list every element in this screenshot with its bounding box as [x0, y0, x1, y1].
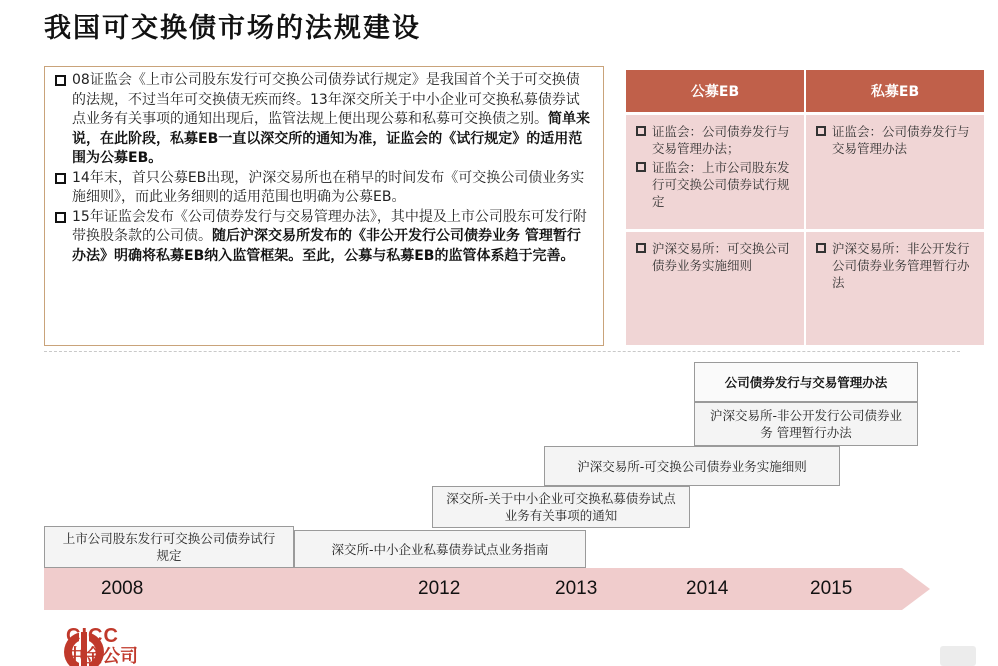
step-2012: 深交所-中小企业私募债券试点业务指南 [294, 530, 586, 568]
logo-cn: 中金公司 [66, 646, 138, 666]
table-header [626, 70, 984, 112]
paragraph-2-text: 14年末，首只公募EB出现，沪深交易所也在稍早的时间发布《可交换公司债业务实施细则》，而此业务细则的适用范围也明确为公募EB。 [72, 169, 585, 205]
checkbox-icon [816, 126, 826, 136]
year-label: 2015 [810, 578, 853, 599]
list-item: 沪深交易所：非公开发行公司债券业务管理暂行办法 [816, 240, 976, 291]
paragraph-1-bold: 简单来说，在此阶段，私募EB一直以深交所的通知为准，证监会的《试行规定》的适用范围为公募EB。 [72, 111, 590, 166]
cell-public [626, 115, 804, 229]
paragraph-2 [55, 169, 593, 208]
year-label: 2014 [686, 578, 729, 599]
step-2008: 上市公司股东发行可交换公司债券试行规定 [44, 526, 294, 568]
year-label: 2013 [555, 578, 598, 599]
step-2013: 沪深交易所-可交换公司债券业务实施细则 [544, 446, 840, 486]
paragraph-3-text: 15年证监会发布《公司债券发行与交易管理办法》，其中提及上市公司股东可发行附带换股条款的公司债。 [72, 208, 587, 244]
checkbox-icon [816, 243, 826, 253]
step-2015: 公司债券发行与交易管理办法 [694, 362, 918, 402]
list-item: 证监会：上市公司股东发行可交换公司债券试行规定 [636, 159, 796, 210]
logo-text [66, 626, 138, 666]
divider [44, 351, 960, 352]
paragraph-1 [55, 71, 593, 169]
list-item: 证监会：公司债券发行与交易管理办法 [816, 123, 976, 157]
description-box [44, 66, 604, 346]
table-row [626, 115, 984, 229]
header-public-eb: 公募EB [690, 84, 740, 100]
cell-public [626, 232, 804, 345]
header-private-eb: 私募EB [804, 70, 984, 112]
bullet-box-icon [55, 75, 66, 86]
list-item: 证监会：公司债券发行与交易管理办法； [636, 123, 796, 157]
paragraph-3-bold: 随后沪深交易所发布的《非公开发行公司债券业务 管理暂行办法》明确将私募EB纳入监管框架。至此，公募与私募EB的监管体系趋于完善。 [72, 228, 581, 264]
checkbox-icon [636, 126, 646, 136]
paragraph-1-text: 08证监会《上市公司股东发行可交换公司债券试行规定》是我国首个关于可交换债的法规，不过当年可交换债无疾而终。13年深交所关于中小企业可交换私募债券试点业务有关事项的通知出现后，监管法规上便出现公募和私募可交换债之别。 [72, 72, 580, 127]
year-label: 2012 [418, 578, 461, 599]
paragraph-3 [55, 208, 593, 267]
cell-private [804, 115, 984, 229]
corner-widget [940, 646, 976, 666]
logo-en: CICC [66, 625, 119, 647]
list-item: 沪深交易所：可交换公司债券业务实施细则 [636, 240, 796, 274]
timeline-arrow [44, 568, 930, 610]
checkbox-icon [636, 243, 646, 253]
cell-private [804, 232, 984, 345]
table-row [626, 232, 984, 345]
checkbox-icon [636, 162, 646, 172]
regulation-table [626, 70, 984, 345]
page-title: 我国可交换债市场的法规建设 [44, 13, 421, 44]
step-2014: 沪深交易所-非公开发行公司债券业务 管理暂行办法 [694, 402, 918, 446]
bullet-box-icon [55, 212, 66, 223]
bullet-box-icon [55, 173, 66, 184]
year-label: 2008 [101, 578, 144, 599]
step-2012b: 深交所-关于中小企业可交换私募债券试点业务有关事项的通知 [432, 486, 690, 528]
